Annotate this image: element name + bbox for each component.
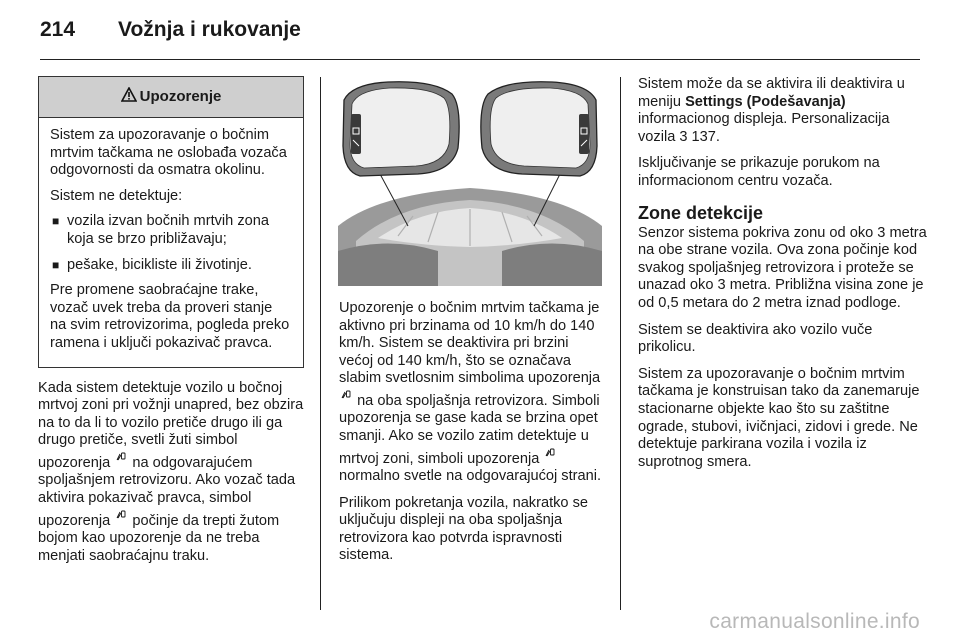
list-item: ■ vozila izvan bočnih mrtvih zona koja se brzo približavaju; bbox=[50, 213, 292, 248]
paragraph bbox=[38, 380, 304, 566]
column-right bbox=[638, 76, 928, 480]
text-segment: informacionog displeja. Personalizacija vozila bbox=[638, 111, 890, 145]
header-divider bbox=[40, 59, 920, 60]
side-blind-spot-warning-icon bbox=[116, 512, 126, 521]
column-left bbox=[38, 76, 304, 574]
text-segment: na odgovarajućem spoljašnjem retrovizoru. Ako vozač tada aktivira pokazivač pravca, simbol upozorenja bbox=[38, 454, 296, 529]
section-heading: Zone detekcije bbox=[638, 202, 764, 223]
warning-triangle-icon bbox=[121, 87, 137, 107]
side-blind-spot-warning-icon bbox=[116, 454, 126, 463]
text-segment: na oba spoljašnja retrovizora. Simboli upozorenja se gase kada se brzina opet smanji. Ako se vozilo zatim detektuje u mrtvoj zoni, simboli upozorenja bbox=[339, 392, 600, 467]
paragraph: Isključivanje se prikazuje porukom na informacionom centru vozača. bbox=[638, 155, 880, 189]
paragraph: Sistem se deaktivira ako vozilo vuče prikolicu. bbox=[638, 321, 873, 356]
page-header bbox=[40, 18, 301, 50]
text-segment: Upozorenje o bočnim mrtvim tačkama je aktivno pri brzinama od 10 km/h do 140 km/h. Sistem se deaktivira pri brzini većoj od 140 km/h, što se označava slabim svetlosnim simbolima upozorenja bbox=[339, 300, 601, 387]
warning-not-detect-label: Sistem ne detektuje: bbox=[50, 187, 183, 204]
column-divider-2 bbox=[620, 77, 621, 610]
paragraph bbox=[638, 76, 928, 146]
page-reference: 3 137. bbox=[679, 128, 720, 145]
column-divider-1 bbox=[320, 77, 321, 610]
warning-body bbox=[39, 118, 303, 367]
warning-header bbox=[39, 77, 303, 118]
side-blind-spot-warning-icon bbox=[341, 392, 351, 401]
text-segment: počinje da trepti žutom bojom kao upozorenje da ne treba menjati saobraćajnu traku. bbox=[38, 512, 280, 564]
page-number: 214 bbox=[40, 18, 76, 41]
watermark: carmanualsonline.info bbox=[709, 610, 920, 633]
warning-intro: Sistem za upozoravanje o bočnim mrtvim tačkama ne oslobađa vozača odgovornosti da osmatra okolinu. bbox=[50, 127, 287, 179]
list-item: ■ pešake, bicikliste ili životinje. bbox=[50, 257, 292, 275]
warning-title: Upozorenje bbox=[139, 88, 222, 106]
warning-bullet-list bbox=[50, 213, 292, 274]
warning-box bbox=[38, 76, 304, 368]
paragraph bbox=[339, 300, 605, 486]
text-segment: normalno svetle na odgovarajućoj strani. bbox=[339, 468, 602, 485]
warning-outro: Pre promene saobraćajne trake, vozač uvek treba da proveri stanje na svim retrovizorima, pogleda preko ramena i uključi pokazivač pravca. bbox=[50, 282, 290, 351]
paragraph: Sistem za upozoravanje o bočnim mrtvim tačkama je konstruisan tako da zanemaruje stacionarne objekte kao što su zaštitne ograde, stubovi, ivičnjaci, zidovi i grede. Ne detektuje parkirana vozila i vozila iz suprotnog smera. bbox=[638, 365, 920, 470]
mirror-illustration bbox=[338, 76, 602, 286]
column-middle bbox=[339, 300, 605, 574]
paragraph: Senzor sistema pokriva zonu od oko 3 metra na obe strane vozila. Ova zona počinje kod svakog spoljašnjeg retrovizora i proteže se unazad oko 3 metra. Približna visina zone je od 0,5 metara do 2 metra iznad podloge. bbox=[638, 224, 927, 311]
page-title: Vožnja i rukovanje bbox=[118, 18, 301, 41]
side-blind-spot-warning-icon bbox=[545, 450, 555, 459]
text-segment: Kada sistem detektuje vozilo u bočnoj mrtvoj zoni pri vožnji unapred, bez obzira na to da li to vozilo pretiče drugo ili ga drugo pretiče, svetli žuti simbol upozorenja bbox=[38, 379, 304, 471]
text-segment: Sistem može da se aktivira ili deaktivira u meniju bbox=[638, 76, 905, 110]
menu-reference: Settings (Podešavanja) bbox=[685, 93, 846, 110]
paragraph: Prilikom pokretanja vozila, nakratko se uključuju displeji na oba spoljašnja retrovizora kao potvrda ispravnosti sistema. bbox=[339, 494, 589, 564]
